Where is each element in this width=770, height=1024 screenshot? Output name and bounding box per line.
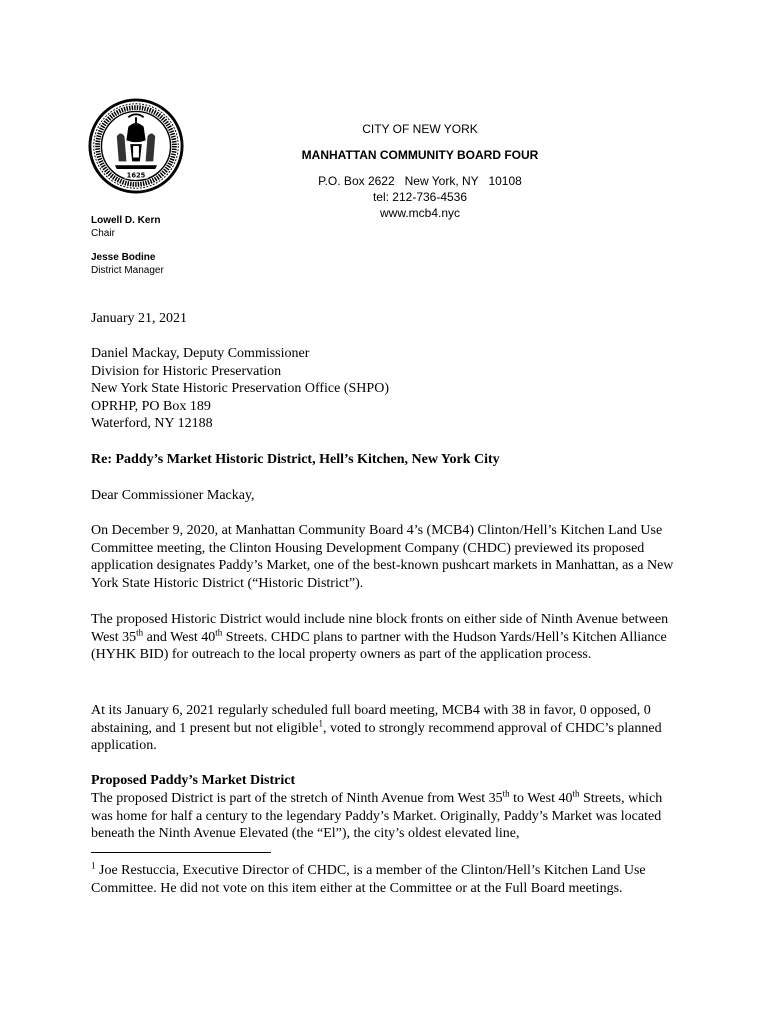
paragraph-1 <box>91 522 676 592</box>
para4-text: to West 40 <box>509 791 573 806</box>
website: www.mcb4.nyc <box>379 206 461 220</box>
chair-title: Chair <box>91 228 115 239</box>
recipient-address <box>91 345 676 433</box>
manager-name: Jesse Bodine <box>91 252 156 263</box>
para2-text: Streets. CHDC plans to partner with the Hudson Yards/Hell’s Kitchen Alliance (HYHK BID) for outreach to the local property owners as part of the application process. <box>91 629 667 663</box>
recipient-line: OPRHP, PO Box 189 <box>91 398 211 414</box>
para2-text: The proposed Historic District would include nine block fronts on either side of Ninth Avenue between West 35 <box>91 612 669 645</box>
para3-text: At its January 6, 2021 regularly scheduled full board meeting, MCB4 with 38 in favor, 0 opposed, 0 abstaining, and 1 present but not eligible <box>91 703 651 736</box>
para4-text: Streets, which was home for half a century to the legendary Paddy’s Market. Originally, Paddy’s Market was located beneath the Ninth Avenue Elevated (the “El”), the city’s oldest elevated line, <box>91 791 663 842</box>
ordinal-sup: th <box>215 626 223 637</box>
paragraph-4 <box>91 790 676 843</box>
manager-block <box>91 251 164 277</box>
manager-title: District Manager <box>91 265 164 276</box>
para4-text: The proposed District is part of the stretch of Ninth Avenue from West 35 <box>91 791 503 806</box>
footnote-ref: 1 <box>318 717 323 728</box>
salutation: Dear Commissioner Mackay, <box>91 488 255 503</box>
mailing-address: P.O. Box 2622 New York, NY 10108 <box>318 174 522 188</box>
recipient-line: Waterford, NY 12188 <box>91 416 213 432</box>
para3-text: , voted to strongly recommend approval of CHDC’s planned application. <box>91 720 662 754</box>
paragraph-3 <box>91 702 676 755</box>
ordinal-sup: th <box>136 626 144 637</box>
board-name: MANHATTAN COMMUNITY BOARD FOUR <box>301 148 539 162</box>
footnote-text: Joe Restuccia, Executive Director of CHDC, is a member of the Clinton/Hell’s Kitchen Land Use Committee. He did not vote on this item either at the Committee or at the Full Board meetings. <box>91 863 646 896</box>
city-name: CITY OF NEW YORK <box>362 122 478 136</box>
recipient-line: Division for Historic Preservation <box>91 363 282 379</box>
subject-line: Re: Paddy’s Market Historic District, Hell’s Kitchen, New York City <box>91 452 500 467</box>
footnote <box>91 862 676 897</box>
footnote-mark: 1 <box>91 860 96 871</box>
recipient-line: Daniel Mackay, Deputy Commissioner <box>91 346 310 361</box>
chair-block <box>91 214 160 240</box>
para2-text: and West 40 <box>143 629 216 645</box>
letter-date: January 21, 2021 <box>91 311 188 326</box>
chair-name: Lowell D. Kern <box>91 215 161 226</box>
ordinal-sup: th <box>572 788 580 799</box>
ordinal-sup: th <box>502 788 510 799</box>
paragraph-2 <box>91 611 676 664</box>
section-heading: Proposed Paddy’s Market District <box>91 773 296 788</box>
seal-year: 1625 <box>126 171 146 180</box>
telephone: tel: 212-736-4536 <box>372 190 468 204</box>
paragraph-1-text: On December 9, 2020, at Manhattan Community Board 4’s (MCB4) Clinton/Hell’s Kitchen Land Use Committee meeting, the Clinton Housing Development Company (CHDC) previewed its proposed application designates Paddy’s Market, one of the best-known pushcart markets in Manhattan, as a New York State Historic District (“Historic District”). <box>91 523 674 591</box>
recipient-line: New York State Historic Preservation Office (SHPO) <box>91 381 389 397</box>
footnote-divider <box>91 852 271 853</box>
city-seal-logo <box>88 98 184 194</box>
